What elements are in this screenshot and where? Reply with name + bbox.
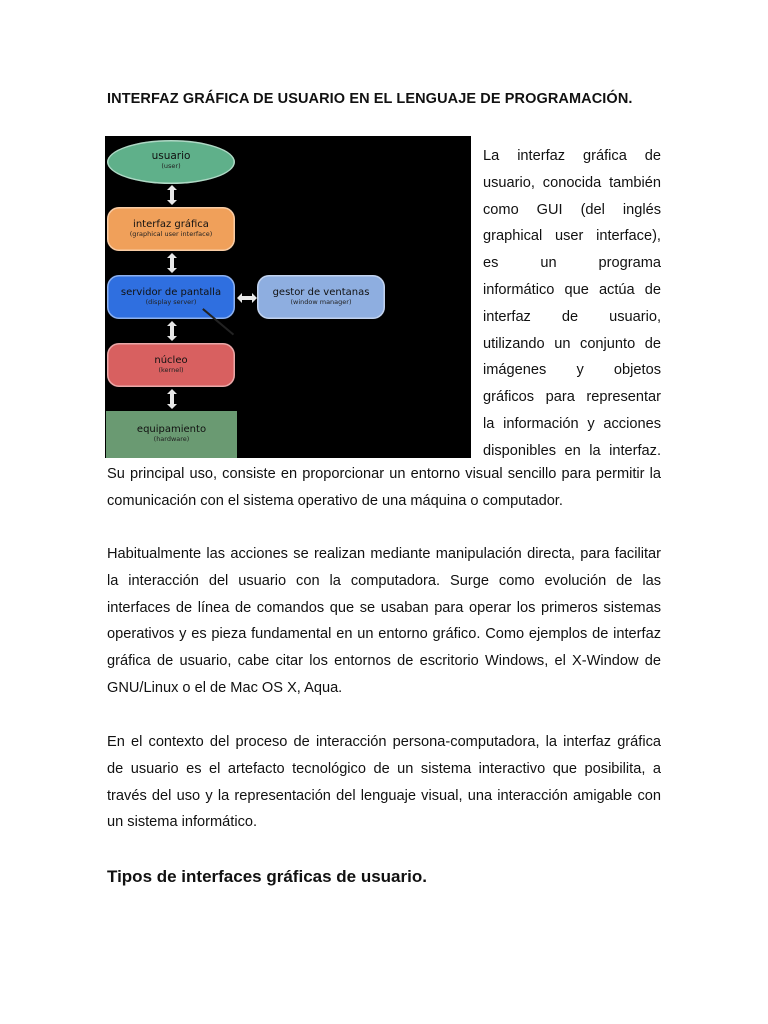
usuario-sublabel: (user) — [161, 162, 181, 170]
double-arrow-icon — [165, 388, 179, 410]
interfaz-sublabel: (graphical user interface) — [129, 230, 213, 238]
servidor-pantalla-node — [107, 275, 235, 319]
text-line: graphical user interface), — [483, 228, 661, 245]
text-line: GNU/Linux o el de Mac OS X, Aqua. — [107, 679, 343, 696]
text-line: utilizando un conjunto de — [483, 335, 661, 352]
text-line: disponibles en la interfaz. — [483, 442, 661, 459]
gestor-sublabel: (window manager) — [290, 298, 352, 306]
equipamiento-label: equipamiento — [136, 424, 207, 435]
paragraph-2 — [107, 541, 661, 702]
text-line: imágenes y objetos — [483, 362, 661, 379]
text-line: como GUI (del inglés — [483, 201, 661, 218]
text-line: gráficos para representar — [483, 389, 661, 406]
text-line: En el contexto del proceso de interacción persona-computadora, la interfaz gráfica — [107, 734, 661, 750]
servidor-label: servidor de pantalla — [120, 287, 222, 298]
text-line: comunicación con el sistema operativo de una máquina o computador. — [107, 492, 563, 509]
text-line: interfaz de usuario, — [483, 308, 661, 325]
gestor-ventanas-node — [257, 275, 385, 319]
nucleo-sublabel: (kernel) — [158, 366, 184, 374]
text-line: interfaces de línea de comandos que se usaban para operar los primeros sistemas — [107, 599, 661, 616]
nucleo-label: núcleo — [154, 355, 188, 366]
text-line: operativos y es pieza fundamental en un entorno gráfico. Como ejemplos de interfaz — [107, 626, 661, 643]
usuario-node — [107, 140, 235, 184]
equipamiento-sublabel: (hardware) — [153, 435, 190, 443]
interfaz-label: interfaz gráfica — [133, 219, 209, 230]
double-arrow-icon — [165, 320, 179, 342]
double-arrow-icon — [165, 252, 179, 274]
text-line: Su principal uso, consiste en proporcionar un entorno visual sencillo para permitir la — [107, 466, 661, 482]
interfaz-grafica-node — [107, 207, 235, 251]
text-line: gráfica de usuario, cabe citar los entornos de escritorio Windows, el X-Window de — [107, 653, 661, 670]
equipamiento-node — [106, 411, 237, 458]
usuario-label: usuario — [151, 150, 191, 162]
text-line: informático que actúa de — [483, 281, 661, 298]
text-line: La interfaz gráfica de — [483, 148, 661, 164]
text-line: través del uso y la representación del lenguaje visual, una interacción amigable con — [107, 787, 661, 804]
text-line: usuario, conocida también — [483, 174, 661, 191]
text-line: un sistema informático. — [107, 814, 258, 831]
text-line: la interacción del usuario con la computadora. Surge como evolución de las — [107, 572, 661, 589]
servidor-sublabel: (display server) — [145, 298, 197, 306]
intro-continuation — [107, 461, 661, 515]
gestor-label: gestor de ventanas — [272, 287, 370, 298]
section-heading: Tipos de interfaces gráficas de usuario. — [107, 867, 427, 886]
text-line: la información y acciones — [483, 415, 661, 432]
intro-paragraph — [483, 143, 661, 465]
page-title: INTERFAZ GRÁFICA DE USUARIO EN EL LENGUAJE DE PROGRAMACIÓN. — [107, 91, 633, 107]
nucleo-node — [107, 343, 235, 387]
double-arrow-icon — [165, 184, 179, 206]
text-line: Habitualmente las acciones se realizan mediante manipulación directa, para facilitar — [107, 546, 661, 562]
gui-stack-diagram — [105, 136, 471, 458]
text-line: es un programa — [483, 255, 661, 272]
double-arrow-icon — [236, 291, 258, 305]
paragraph-3 — [107, 729, 661, 836]
text-line: de usuario es el artefacto tecnológico de un sistema interactivo que posibilita, a — [107, 760, 661, 777]
